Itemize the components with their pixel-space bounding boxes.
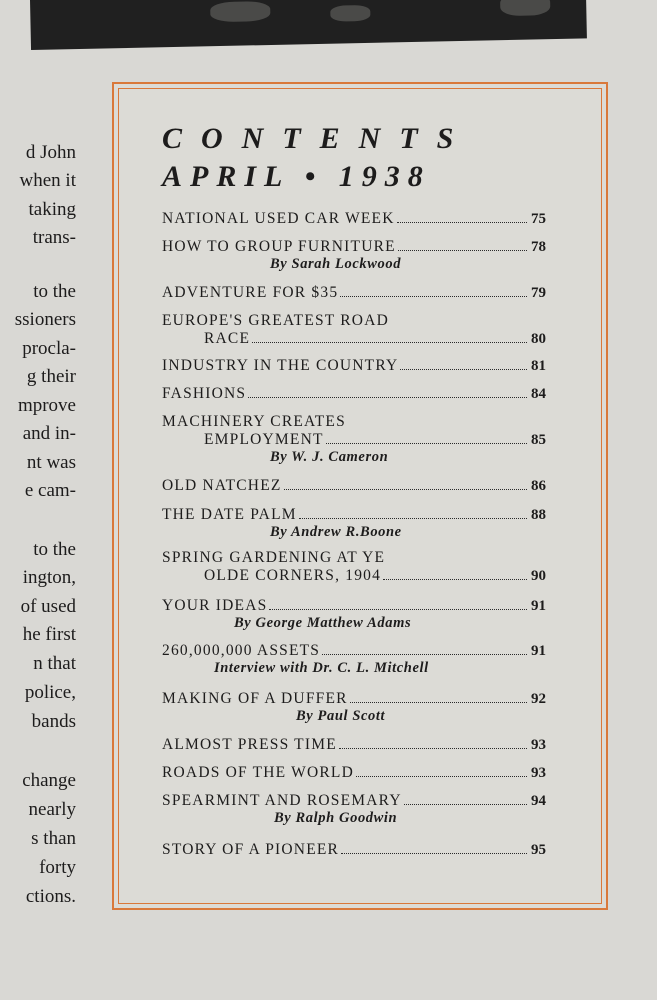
toc-author: By George Matthew Adams <box>234 615 412 631</box>
toc-title-continued: EMPLOYMENT <box>204 431 324 448</box>
leader-dots <box>404 803 527 805</box>
body-text-line: nearly <box>28 799 76 820</box>
toc-page: 91 <box>531 643 546 659</box>
contents-heading: CONTENTS <box>162 122 473 155</box>
toc-title: EUROPE'S GREATEST ROAD <box>162 312 389 329</box>
toc-entry <box>162 238 546 273</box>
toc-title: OLD NATCHEZ <box>162 477 282 494</box>
body-text-line: taking <box>28 199 76 220</box>
toc-author: By Ralph Goodwin <box>274 810 398 826</box>
toc-author: By Andrew R.Boone <box>270 524 402 540</box>
leader-dots <box>398 249 527 251</box>
toc-entry <box>162 690 546 725</box>
toc-page: 88 <box>531 507 546 523</box>
toc-page: 81 <box>531 358 546 374</box>
body-text-line: bands <box>31 711 76 732</box>
toc-title: INDUSTRY IN THE COUNTRY <box>162 357 399 374</box>
toc-page: 79 <box>531 285 546 301</box>
toc-entry <box>162 549 546 585</box>
body-text-line: d John <box>25 142 76 163</box>
leader-dots <box>356 775 527 777</box>
body-text-line: police, <box>24 682 76 703</box>
leader-dots <box>299 517 527 519</box>
toc-entry <box>162 764 546 782</box>
left-column-text <box>0 0 80 1000</box>
toc-entry <box>162 312 546 348</box>
toc-title: SPRING GARDENING AT YE <box>162 549 386 566</box>
toc-author: Interview with Dr. C. L. Mitchell <box>214 660 429 676</box>
body-text-line: change <box>22 770 76 791</box>
body-text-line: to the <box>33 281 76 302</box>
toc-page: 78 <box>531 239 546 255</box>
body-text-line: procla- <box>22 338 76 359</box>
photo-edge <box>30 0 587 50</box>
toc-entry <box>162 413 546 466</box>
body-text-line: g their <box>26 366 76 387</box>
body-text-line: when it <box>19 170 76 191</box>
toc-page: 75 <box>531 211 546 227</box>
body-text-line: trans- <box>32 227 76 248</box>
toc-title-continued: RACE <box>204 330 251 347</box>
leader-dots <box>350 701 527 703</box>
toc-page: 80 <box>531 331 546 347</box>
toc-title: MACHINERY CREATES <box>162 413 346 430</box>
body-text-line: ctions. <box>25 886 76 907</box>
body-text-line: ssioners <box>14 309 76 330</box>
toc-page: 85 <box>531 432 546 448</box>
leader-dots <box>284 488 527 490</box>
leader-dots <box>400 368 527 370</box>
leader-dots <box>269 608 527 610</box>
issue-date: APRIL • 1938 <box>162 160 431 193</box>
toc-page: 95 <box>531 842 546 858</box>
body-text-line: and in- <box>22 423 76 444</box>
body-text-line: s than <box>31 828 76 849</box>
toc-page: 90 <box>531 568 546 584</box>
toc-author: By Sarah Lockwood <box>270 256 402 272</box>
body-text-line: of used <box>20 596 76 617</box>
toc-title: 260,000,000 ASSETS <box>162 642 321 659</box>
toc-title: THE DATE PALM <box>162 506 297 523</box>
body-text-line: he first <box>22 624 76 645</box>
toc-entry <box>162 736 546 754</box>
leader-dots <box>397 221 527 223</box>
leader-dots <box>341 852 527 854</box>
body-text-line: forty <box>39 857 76 878</box>
toc-entry <box>162 477 546 495</box>
toc-entry <box>162 385 546 403</box>
toc-entry <box>162 284 546 302</box>
toc-entry <box>162 357 546 375</box>
body-text-line: mprove <box>17 395 76 416</box>
leader-dots <box>322 653 527 655</box>
toc-title: HOW TO GROUP FURNITURE <box>162 238 396 255</box>
toc-entry <box>162 642 546 677</box>
leader-dots <box>383 578 527 580</box>
toc-title-continued: OLDE CORNERS, 1904 <box>204 567 382 584</box>
body-text-line: nt was <box>26 452 76 473</box>
leader-dots <box>326 442 527 444</box>
toc-page: 93 <box>531 737 546 753</box>
leader-dots <box>252 341 527 343</box>
toc-page: 94 <box>531 793 546 809</box>
toc-page: 86 <box>531 478 546 494</box>
toc-title: FASHIONS <box>162 385 247 402</box>
toc-entry <box>162 506 546 541</box>
toc-page: 93 <box>531 765 546 781</box>
toc-entry <box>162 792 546 827</box>
body-text-line: ington, <box>22 567 76 588</box>
toc-entry <box>162 210 546 228</box>
toc-page: 91 <box>531 598 546 614</box>
body-text-line: to the <box>33 539 76 560</box>
toc-title: MAKING OF A DUFFER <box>162 690 348 707</box>
toc-title: STORY OF A PIONEER <box>162 841 340 858</box>
toc-title: YOUR IDEAS <box>162 597 268 614</box>
leader-dots <box>340 295 527 297</box>
toc-page: 92 <box>531 691 546 707</box>
toc-title: SPEARMINT AND ROSEMARY <box>162 792 402 809</box>
toc-title: ADVENTURE FOR $35 <box>162 284 339 301</box>
leader-dots <box>248 396 527 398</box>
contents-box <box>112 82 608 910</box>
toc-author: By W. J. Cameron <box>270 449 389 465</box>
body-text-line: e cam- <box>24 480 76 501</box>
toc-author: By Paul Scott <box>296 708 386 724</box>
toc-title: ALMOST PRESS TIME <box>162 736 337 753</box>
toc-entry <box>162 841 546 859</box>
toc-title: ROADS OF THE WORLD <box>162 764 354 781</box>
toc-entry <box>162 597 546 632</box>
toc-title: NATIONAL USED CAR WEEK <box>162 210 395 227</box>
body-text-line: n that <box>33 653 76 674</box>
leader-dots <box>339 747 527 749</box>
toc-page: 84 <box>531 386 546 402</box>
